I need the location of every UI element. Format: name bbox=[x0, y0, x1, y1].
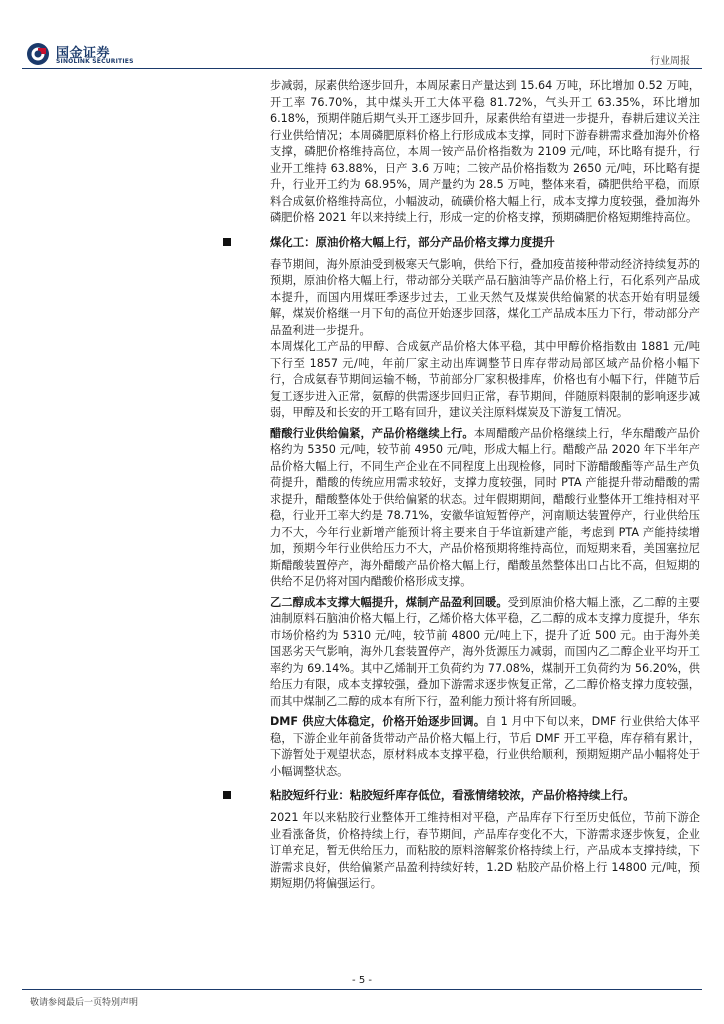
ethylene-glycol-text: 受到原油价格大幅上涨，乙二醇的主要油制原料石脑油价格大幅上行，乙烯价格大体平稳，乙二醇的成本支撑力度提升，华东市场价格约为 5310 元/吨，较节前 4800 元/吨上下，提升了近 500 元。由于海外美国恶劣天气影响，海外几套装置停产，海外货源压力减弱，而国内乙二醇企业平均开工率约为 69.14%。其中乙烯制开工负荷约为 77.08%，煤制开工负荷约为 56.20%，供给压力有限，成本支撑较强，叠加下游需求逐步恢复正常，乙二醇价格支撑力度较强，而其中煤制乙二醇的成本有所下行，盈利能力预计将有所回暖。 bbox=[270, 595, 700, 708]
viscose-paragraph: 2021 年以来粘胶行业整体开工维持相对平稳，产品库存下行至历史低位，节前下游企业看涨备货，价格持续上行，春节期间，产品库存变化不大，下游需求逐步恢复，企业订单充足，暂无供给压力，而粘胶的原料溶解浆价格持续上行，产品成本支撑持续，下游需求良好，供给偏紧产品盈利持续好转，1.2D 粘胶产品价格上行 14800 元/吨，预期短期仍将偏强运行。 bbox=[270, 811, 700, 890]
coal-chemical-paragraph-1: 春节期间，海外原油受到极寒天气影响，供给下行，叠加疫苗接种带动经济持续复苏的预期，原油价格大幅上行，带动部分关联产品石脑油等产品价格上行，石化系列产品成本提升，而国内用煤旺季逐步过去，工业天然气及煤炭供给偏紧的状态开始有明显缓解，煤炭价格继一月下旬的高位开始逐步回落，煤化工产品成本压力下行，带动部分产品盈利进一步提升。 bbox=[270, 257, 700, 337]
document-type: 行业周报 bbox=[650, 56, 690, 67]
coal-chemical-paragraph-2: 本周煤化工产品的甲醇、合成氨产品价格大体平稳，其中甲醇价格指数由 1881 元/吨下行至 1857 元/吨，年前厂家主动出库调整节日库存带动局部区域产品价格小幅下行，合成氨春节期间运输不畅，节前部分厂家积极排库，价格也有小幅下行，伴随节后复工逐步进入正常，氨醇的供需逐步回归正常，春节期间，伴随原料限制的影响逐步减弱，甲醇及和长安的开工略有回升，建议关注原料煤炭及下游复工情况。 bbox=[270, 340, 700, 419]
fertilizer-paragraph: 步减弱，尿素供给逐步回升，本周尿素日产量达到 15.64 万吨，环比增加 0.52 万吨，开工率 76.70%，其中煤头开工大体平稳 81.72%，气头开工 63.35%，环比增加 6.18%，预期伴随后期气头开工逐步回升，尿素供给有望进一步提升，春耕后建议关注行业供给情况；本周磷肥原料价格上行形成成本支撑，同时下游春耕需求叠加海外价格支撑，磷肥价格维持高位，本周一铵产品价格指数为 2109 元/吨，环比略有提升，行业开工维持 63.88%，日产 3.6 万吨；二铵产品价格指数为 2650 元/吨，环比略有提升，行业开工约为 68.95%，周产量约为 28.5 万吨，整体来看，磷肥供给平稳，而原料合成氨价格维持高位，小幅波动，硫磺价格大幅上行，成本支撑力度较强，叠加海外磷肥价格 2021 年以来持续上行，形成一定的价格支撑，预期磷肥价格短期维持高位。 bbox=[270, 79, 700, 224]
footer-divider bbox=[22, 989, 702, 990]
page-header bbox=[0, 0, 724, 70]
ethylene-glycol-lead: 乙二醇成本支撑大幅提升，煤制产品盈利回暖。 bbox=[270, 595, 508, 609]
square-bullet-icon bbox=[223, 791, 231, 799]
dmf-paragraph bbox=[270, 714, 700, 780]
section-viscose-heading bbox=[230, 787, 700, 803]
header-divider bbox=[22, 68, 702, 69]
ethylene-glycol-paragraph bbox=[270, 595, 700, 711]
section-title: 粘胶短纤行业：粘胶短纤库存低位，看涨情绪较浓，产品价格持续上行。 bbox=[270, 788, 635, 802]
footer-disclaimer: 敬请参阅最后一页特别声明 bbox=[30, 998, 139, 1008]
acetic-acid-text: 本周醋酸产品价格继续上行，华东醋酸产品价格约为 5350 元/吨，较节前 4950 元/吨，形成大幅上行。醋酸产品 2020 年下半年产品价格大幅上行，不同生产企业在不同程度上出现检修，同时下游醋酸酯等产品生产负荷提升，醋酸的传统应用需求较好，支撑力度较强，同时 PTA 产能提升带动醋酸的需求提升，醋酸整体处于供给偏紧的状态。过年假期期间，醋酸行业整体开工维持相对平稳，行业开工率大约是 78.71%，安徽华谊短暂停产，河南顺达装置停产，行业供给压力不大，今年行业新增产能预计将主要来自于华谊新建产能，考虑到 PTA 产能持续增加，预期今年行业供给压力不大，产品价格预期将维持高位，而短期来看，美国塞拉尼斯醋酸装置停产，海外醋酸产品价格大幅上行，醋酸虽然整体出口占比不高，但短期的供给不足仍将对国内醋酸价格形成支撑。 bbox=[270, 426, 700, 588]
company-logo bbox=[26, 42, 146, 68]
report-body bbox=[270, 78, 700, 893]
square-bullet-icon bbox=[223, 238, 231, 246]
section-coal-chemical-heading bbox=[230, 234, 700, 250]
logo-english-name: SINOLINK SECURITIES bbox=[56, 58, 134, 65]
dmf-text: 自 1 月中下旬以来，DMF 行业供给大体平稳，下游企业年前备货带动产品价格大幅上行，节后 DMF 开工平稳，库存稍有累计，下游暂处于观望状态，原材料成本支撑平稳，行业供给顺利，预期短期产品小幅将处于小幅调整状态。 bbox=[270, 715, 700, 778]
page-number: - 5 - bbox=[352, 975, 372, 986]
sinolink-logo-icon bbox=[26, 42, 50, 66]
logo-chinese-name: 国金证券 bbox=[56, 46, 111, 61]
acetic-acid-paragraph bbox=[270, 426, 700, 591]
dmf-lead: DMF 供应大体稳定，价格开始逐步回调。 bbox=[270, 715, 486, 728]
acetic-acid-lead: 醋酸行业供给偏紧，产品价格继续上行。 bbox=[270, 426, 474, 440]
section-title: 煤化工：原油价格大幅上行，部分产品价格支撑力度提升 bbox=[270, 234, 555, 249]
